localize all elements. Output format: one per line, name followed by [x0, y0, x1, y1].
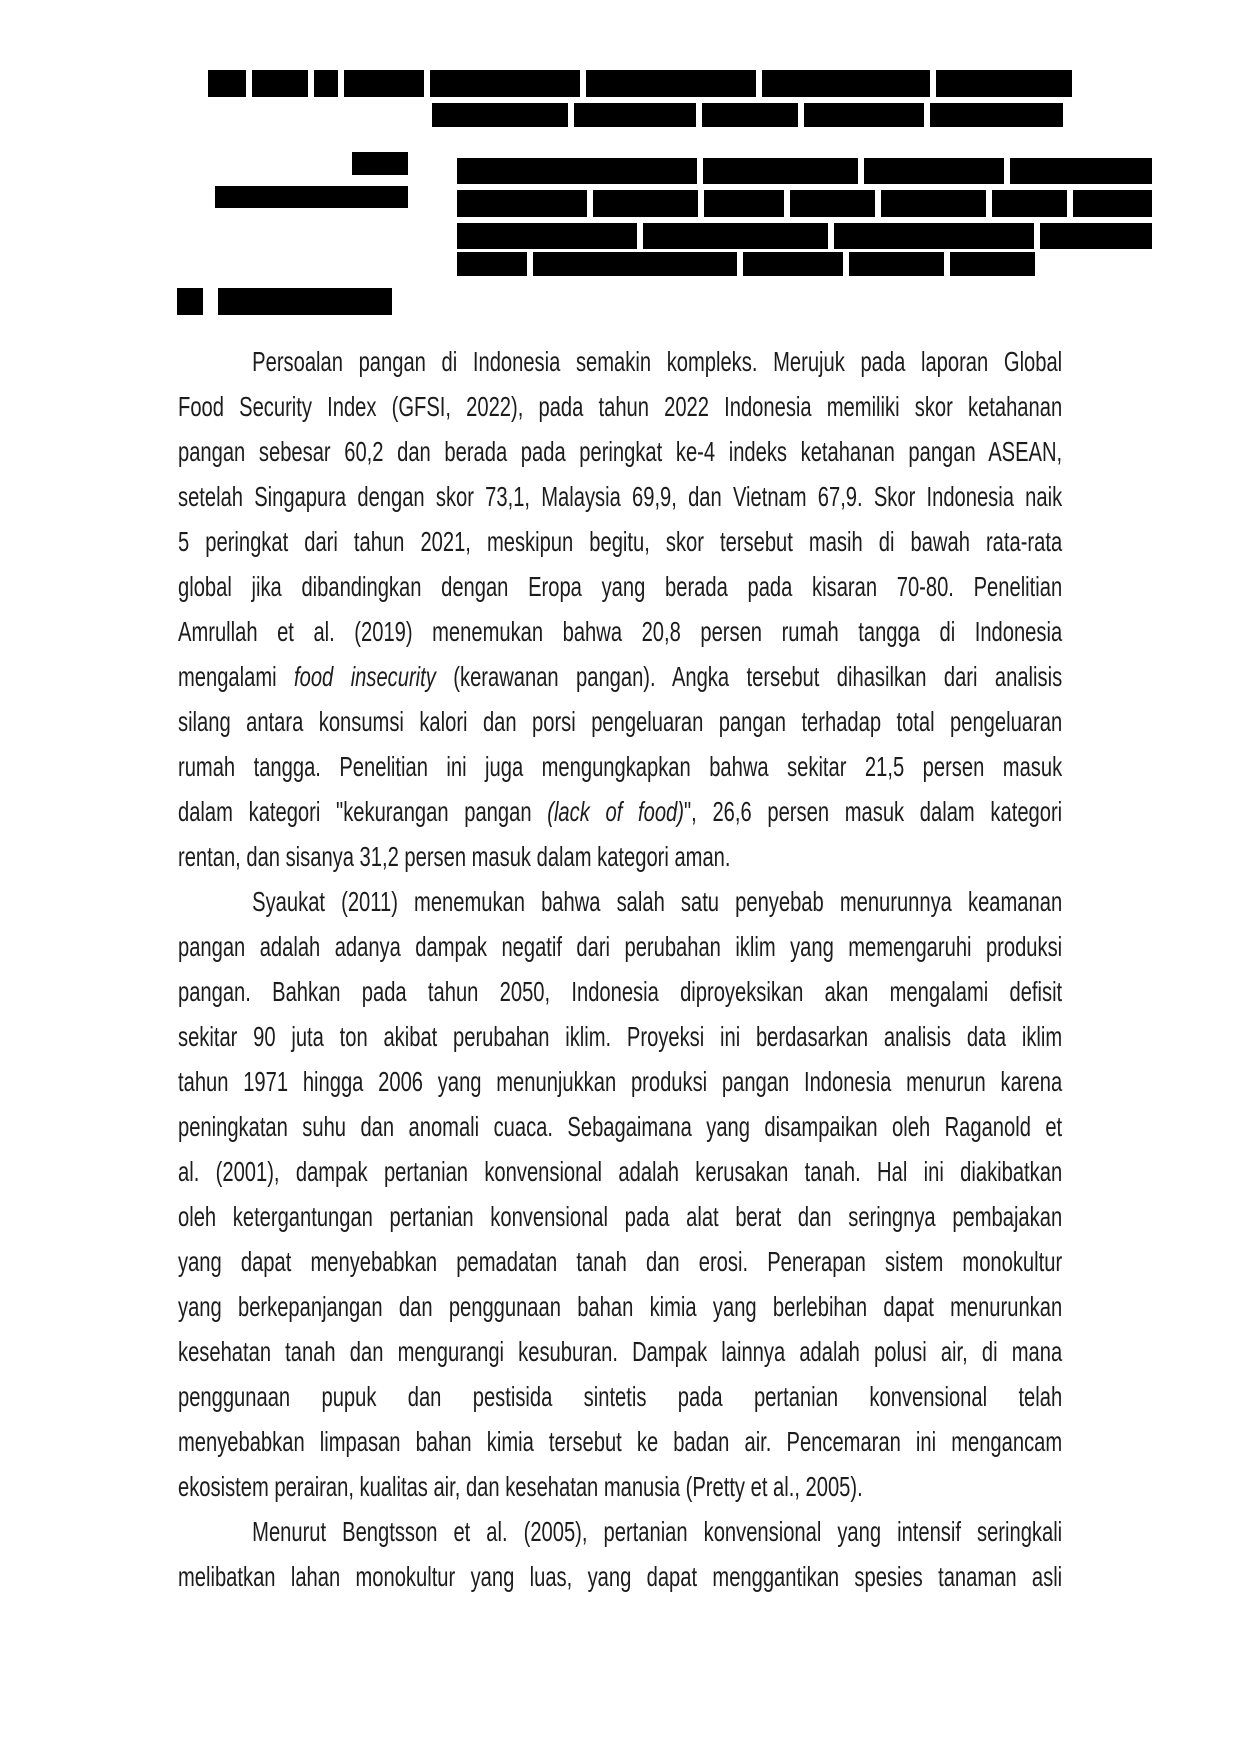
redacted-right-block-line-1: [1010, 158, 1152, 184]
text-line: [178, 519, 1062, 564]
redacted-title-line-1: [252, 70, 308, 97]
text-line: [178, 609, 1062, 654]
redacted-title-line-1: [762, 70, 930, 97]
body-text: [178, 339, 1240, 1599]
redacted-title-line-1: [208, 70, 246, 97]
text-segment: yang dapat menyebabkan pemadatan tanah dan erosi. Penerapan sistem monokultur: [178, 1246, 1063, 1277]
redacted-right-block-line-1: [457, 158, 697, 184]
redacted-right-block-line-4: [457, 252, 527, 276]
redacted-right-block-line-4: [533, 252, 737, 276]
text-line: [178, 1464, 1062, 1509]
text-segment: pangan. Bahkan pada tahun 2050, Indonesia diproyeksikan akan mengalami defisit: [178, 976, 1063, 1007]
text-segment: ekosistem perairan, kualitas air, dan kesehatan manusia (Pretty et al., 2005).: [178, 1471, 863, 1502]
paragraph: [178, 1509, 1240, 1599]
text-segment: rumah tangga. Penelitian ini juga mengungkapkan bahwa sekitar 21,5 persen masuk: [178, 751, 1063, 782]
text-line: [178, 1509, 1062, 1554]
redacted-author-line: [215, 186, 408, 208]
text-segment: melibatkan lahan monokultur yang luas, yang dapat menggantikan spesies tanaman asli: [178, 1561, 1063, 1592]
redacted-left-number: [352, 152, 408, 175]
text-segment: Food Security Index (GFSI, 2022), pada tahun 2022 Indonesia memiliki skor ketahanan: [178, 391, 1063, 422]
redacted-title-line-2: [930, 103, 1063, 127]
redacted-title-line-2: [804, 103, 924, 127]
text-segment: Syaukat (2011) menemukan bahwa salah satu penyebab menurunnya keamanan: [252, 886, 1063, 917]
text-segment: kesehatan tanah dan mengurangi kesuburan. Dampak lainnya adalah polusi air, di mana: [178, 1336, 1063, 1367]
text-segment: Menurut Bengtsson et al. (2005), pertanian konvensional yang intensif seringkali: [252, 1516, 1063, 1547]
text-line: [178, 1104, 1062, 1149]
redacted-section-heading: [177, 288, 203, 315]
text-line: [178, 1554, 1062, 1599]
text-line: [178, 384, 1062, 429]
italic-text-segment: food insecurity: [294, 661, 436, 692]
text-segment: menyebabkan limpasan bahan kimia tersebut ke badan air. Pencemaran ini mengancam: [178, 1426, 1063, 1457]
redacted-right-block-line-2: [704, 190, 784, 217]
text-segment: Amrullah et al. (2019) menemukan bahwa 20,8 persen rumah tangga di Indonesia: [178, 616, 1063, 647]
text-line: [178, 474, 1062, 519]
redacted-title-line-1: [430, 70, 580, 97]
redacted-right-block-line-2: [457, 190, 587, 217]
text-line: [178, 1194, 1062, 1239]
redacted-right-block-line-2: [1073, 190, 1152, 217]
text-line: [178, 1374, 1062, 1419]
text-segment: oleh ketergantungan pertanian konvensional pada alat berat dan seringnya pembajakan: [178, 1201, 1063, 1232]
text-line: [178, 1239, 1062, 1284]
text-segment: ", 26,6 persen masuk dalam kategori: [683, 796, 1063, 827]
text-segment: setelah Singapura dengan skor 73,1, Malaysia 69,9, dan Vietnam 67,9. Skor Indonesia naik: [178, 481, 1063, 512]
text-segment: (kerawanan pangan). Angka tersebut dihasilkan dari analisis: [435, 661, 1063, 692]
text-segment: silang antara konsumsi kalori dan porsi pengeluaran pangan terhadap total pengeluaran: [178, 706, 1063, 737]
text-line: [178, 1329, 1062, 1374]
paragraph: [178, 339, 1240, 879]
redacted-title-line-1: [344, 70, 424, 97]
text-segment: peningkatan suhu dan anomali cuaca. Sebagaimana yang disampaikan oleh Raganold et: [178, 1111, 1063, 1142]
redacted-right-block-line-2: [593, 190, 698, 217]
text-segment: yang berkepanjangan dan penggunaan bahan kimia yang berlebihan dapat menurunkan: [178, 1291, 1063, 1322]
text-segment: mengalami: [178, 661, 295, 692]
redacted-right-block-line-3: [643, 223, 828, 249]
text-segment: 5 peringkat dari tahun 2021, meskipun begitu, skor tersebut masih di bawah rata-rata: [178, 526, 1063, 557]
redacted-right-block-line-3: [1040, 223, 1152, 249]
redacted-title-line-1: [936, 70, 1072, 97]
redacted-right-block-line-2: [881, 190, 986, 217]
text-line: [178, 789, 1062, 834]
redacted-right-block-line-2: [790, 190, 875, 217]
redacted-right-block-line-4: [849, 252, 944, 276]
redacted-right-block-line-1: [864, 158, 1004, 184]
text-line: [178, 564, 1062, 609]
redacted-title-line-1: [314, 70, 338, 97]
text-line: [178, 969, 1062, 1014]
text-segment: sekitar 90 juta ton akibat perubahan iklim. Proyeksi ini berdasarkan analisis data iklim: [178, 1021, 1063, 1052]
text-line: [178, 1149, 1062, 1194]
redacted-right-block-line-4: [743, 252, 843, 276]
text-segment: pangan adalah adanya dampak negatif dari perubahan iklim yang memengaruhi produksi: [178, 931, 1063, 962]
text-line: [178, 834, 1062, 879]
text-segment: tahun 1971 hingga 2006 yang menunjukkan produksi pangan Indonesia menurun karena: [178, 1066, 1063, 1097]
text-segment: rentan, dan sisanya 31,2 persen masuk dalam kategori aman.: [178, 841, 731, 872]
text-line: [178, 429, 1062, 474]
redacted-right-block-line-2: [992, 190, 1067, 217]
redacted-right-block-line-4: [950, 252, 1035, 276]
text-line: [178, 1419, 1062, 1464]
redacted-title-line-2: [702, 103, 798, 127]
text-segment: global jika dibandingkan dengan Eropa yang berada pada kisaran 70-80. Penelitian: [178, 571, 1063, 602]
paragraph: [178, 879, 1240, 1509]
text-segment: penggunaan pupuk dan pestisida sintetis pada pertanian konvensional telah: [178, 1381, 1063, 1412]
text-segment: pangan sebesar 60,2 dan berada pada peringkat ke-4 indeks ketahanan pangan ASEAN,: [178, 436, 1063, 467]
redacted-title-line-1: [586, 70, 756, 97]
redacted-section-heading: [218, 288, 392, 315]
redacted-right-block-line-3: [457, 223, 637, 249]
text-line: [178, 654, 1062, 699]
text-line: [178, 879, 1062, 924]
text-line: [178, 1284, 1062, 1329]
text-line: [178, 699, 1062, 744]
text-segment: dalam kategori "kekurangan pangan: [178, 796, 548, 827]
redacted-right-block-line-1: [703, 158, 858, 184]
text-line: [178, 339, 1062, 384]
text-line: [178, 924, 1062, 969]
text-line: [178, 1059, 1062, 1104]
text-segment: Persoalan pangan di Indonesia semakin kompleks. Merujuk pada laporan Global: [252, 346, 1063, 377]
redacted-right-block-line-3: [834, 223, 1034, 249]
italic-text-segment: (lack of food): [547, 796, 684, 827]
text-line: [178, 1014, 1062, 1059]
redacted-title-line-2: [574, 103, 696, 127]
redacted-title-line-2: [432, 103, 568, 127]
text-line: [178, 744, 1062, 789]
text-segment: al. (2001), dampak pertanian konvensional adalah kerusakan tanah. Hal ini diakibatkan: [178, 1156, 1063, 1187]
